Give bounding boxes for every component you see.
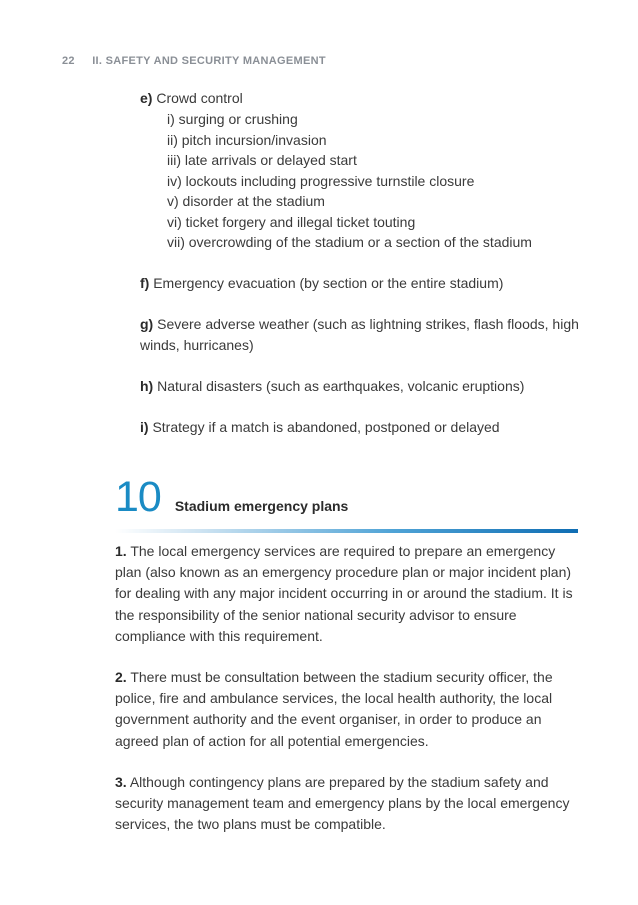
list-label: g): [140, 315, 154, 332]
list-label: e): [140, 90, 153, 106]
section-body: [115, 541, 580, 835]
section-divider: [115, 529, 578, 533]
list-text: Natural disasters (such as earthquakes, volcanic eruptions): [157, 377, 525, 394]
sub-item: iii) late arrivals or delayed start: [167, 152, 357, 168]
list-text: Emergency evacuation (by section or the entire stadium): [153, 274, 504, 291]
list-text: Strategy if a match is abandoned, postponed or delayed: [152, 418, 500, 435]
risk-list: [140, 88, 580, 438]
paragraph-number: 1.: [115, 543, 127, 559]
paragraph-text: There must be consultation between the stadium security officer, the police, fire and ambulance services, the local health authority, the local government authority and the event organiser, in order to produce an agreed plan of action for all potential emergencies.: [115, 669, 553, 749]
section-heading: II. SAFETY AND SECURITY MANAGEMENT: [92, 55, 326, 67]
list-item-g: [140, 314, 580, 356]
list-text: Crowd control: [156, 90, 243, 106]
page-number: 22: [62, 55, 75, 67]
list-label: h): [140, 377, 154, 394]
paragraph: [115, 667, 580, 752]
paragraph-number: 3.: [115, 773, 127, 790]
sub-item: iv) lockouts including progressive turnstile closure: [167, 172, 475, 189]
section-heading-block: [115, 473, 349, 521]
running-header: [62, 55, 326, 67]
paragraph-number: 2.: [115, 669, 127, 686]
list-label: f): [140, 274, 150, 291]
sub-item: v) disorder at the stadium: [167, 193, 325, 209]
section-number: 10: [115, 473, 161, 521]
sub-item: ii) pitch incursion/invasion: [167, 131, 327, 148]
paragraph-text: The local emergency services are required to prepare an emergency plan (also known as an emergency procedure plan or major incident plan) for dealing with any major incident occurring in or around the stadium. It is the responsibility of the senior national security advisor to ensure compliance with this requirement.: [115, 543, 573, 644]
list-label: i): [140, 418, 149, 435]
sub-item: vi) ticket forgery and illegal ticket touting: [167, 213, 416, 230]
list-item-e: [140, 88, 580, 109]
paragraph: [115, 772, 580, 836]
list-text: Severe adverse weather (such as lightning strikes, flash floods, high winds, hurricanes): [140, 315, 579, 353]
paragraph: [115, 541, 580, 647]
sub-item: vii) overcrowding of the stadium or a section of the stadium: [167, 234, 532, 250]
paragraph-text: Although contingency plans are prepared by the stadium safety and security management team and emergency plans by the local emergency services, the two plans must be compatible.: [115, 773, 570, 833]
section-title: Stadium emergency plans: [174, 498, 349, 514]
list-item-h: [140, 376, 580, 397]
sub-item: i) surging or crushing: [167, 111, 298, 127]
list-item-i: [140, 417, 580, 438]
list-item-f: [140, 273, 580, 294]
